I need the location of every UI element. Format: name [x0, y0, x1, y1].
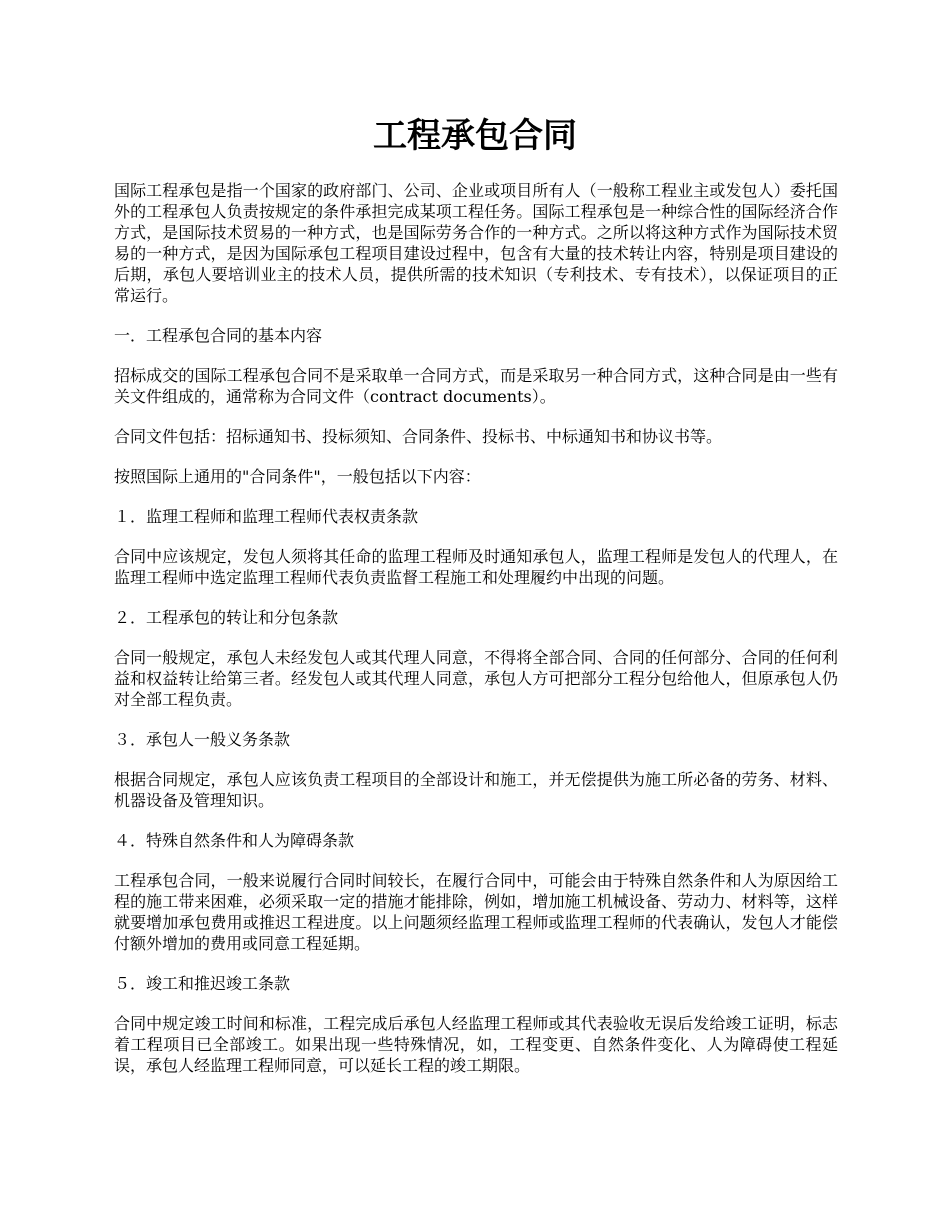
clause-heading: ２．工程承包的转让和分包条款	[114, 608, 339, 627]
document-body	[114, 180, 838, 1095]
paragraph: 合同中规定竣工时间和标准，工程完成后承包人经监理工程师或其代表验收无误后发给竣工证明，标志着工程项目已全部竣工。如果出现一些特殊情况，如，工程变更、自然条件变化、人为障碍使工程延误，承包人经监理工程师同意，可以延长工程的竣工期限。	[114, 1014, 838, 1075]
clause-heading: ４．特殊自然条件和人为障碍条款	[114, 831, 355, 850]
paragraph: 合同一般规定，承包人未经发包人或其代理人同意，不得将全部合同、合同的任何部分、合同的任何利益和权益转让给第三者。经发包人或其代理人同意，承包人方可把部分工程分包给他人，但原承包人仍对全部工程负责。	[114, 648, 838, 709]
paragraph: 根据合同规定，承包人应该负责工程项目的全部设计和施工，并无偿提供为施工所必备的劳务、材料、机器设备及管理知识。	[114, 770, 838, 810]
page-title: 工程承包合同	[373, 116, 577, 156]
section-heading: 一．工程承包合同的基本内容	[114, 326, 323, 345]
paragraph: 合同中应该规定，发包人须将其任命的监理工程师及时通知承包人，监理工程师是发包人的代理人，在监理工程师中选定监理工程师代表负责监督工程施工和处理履约中出现的问题。	[114, 547, 838, 587]
clause-heading: ５．竣工和推迟竣工条款	[114, 974, 291, 993]
paragraph: 按照国际上通用的"合同条件"，一般包括以下内容：	[114, 467, 481, 486]
paragraph: 合同文件包括：招标通知书、投标须知、合同条件、投标书、中标通知书和协议书等。	[114, 427, 723, 446]
paragraph: 工程承包合同，一般来说履行合同时间较长，在履行合同中，可能会由于特殊自然条件和人为原因给工程的施工带来困难，必须采取一定的措施才能排除，例如，增加施工机械设备、劳动力、材料等，这样就要增加承包费用或推迟工程进度。以上问题须经监理工程师或监理工程师的代表确认，发包人才能偿付额外增加的费用或同意工程延期。	[114, 871, 838, 953]
paragraph-intro: 国际工程承包是指一个国家的政府部门、公司、企业或项目所有人（一般称工程业主或发包人）委托国外的工程承包人负责按规定的条件承担完成某项工程任务。国际工程承包是一种综合性的国际经济合作方式，是国际技术贸易的一种方式，也是国际劳务合作的一种方式。之所以将这种方式作为国际技术贸易的一种方式，是因为国际承包工程项目建设过程中，包含有大量的技术转让内容，特别是项目建设的后期，承包人要培训业主的技术人员，提供所需的技术知识（专利技术、专有技术），以保证项目的正常运行。	[114, 181, 838, 305]
clause-heading: ３．承包人一般义务条款	[114, 730, 291, 749]
clause-heading: １．监理工程师和监理工程师代表权责条款	[114, 507, 419, 526]
paragraph: 招标成交的国际工程承包合同不是采取单一合同方式，而是采取另一种合同方式，这种合同是由一些有关文件组成的，通常称为合同文件（contract documents）。	[114, 366, 838, 406]
